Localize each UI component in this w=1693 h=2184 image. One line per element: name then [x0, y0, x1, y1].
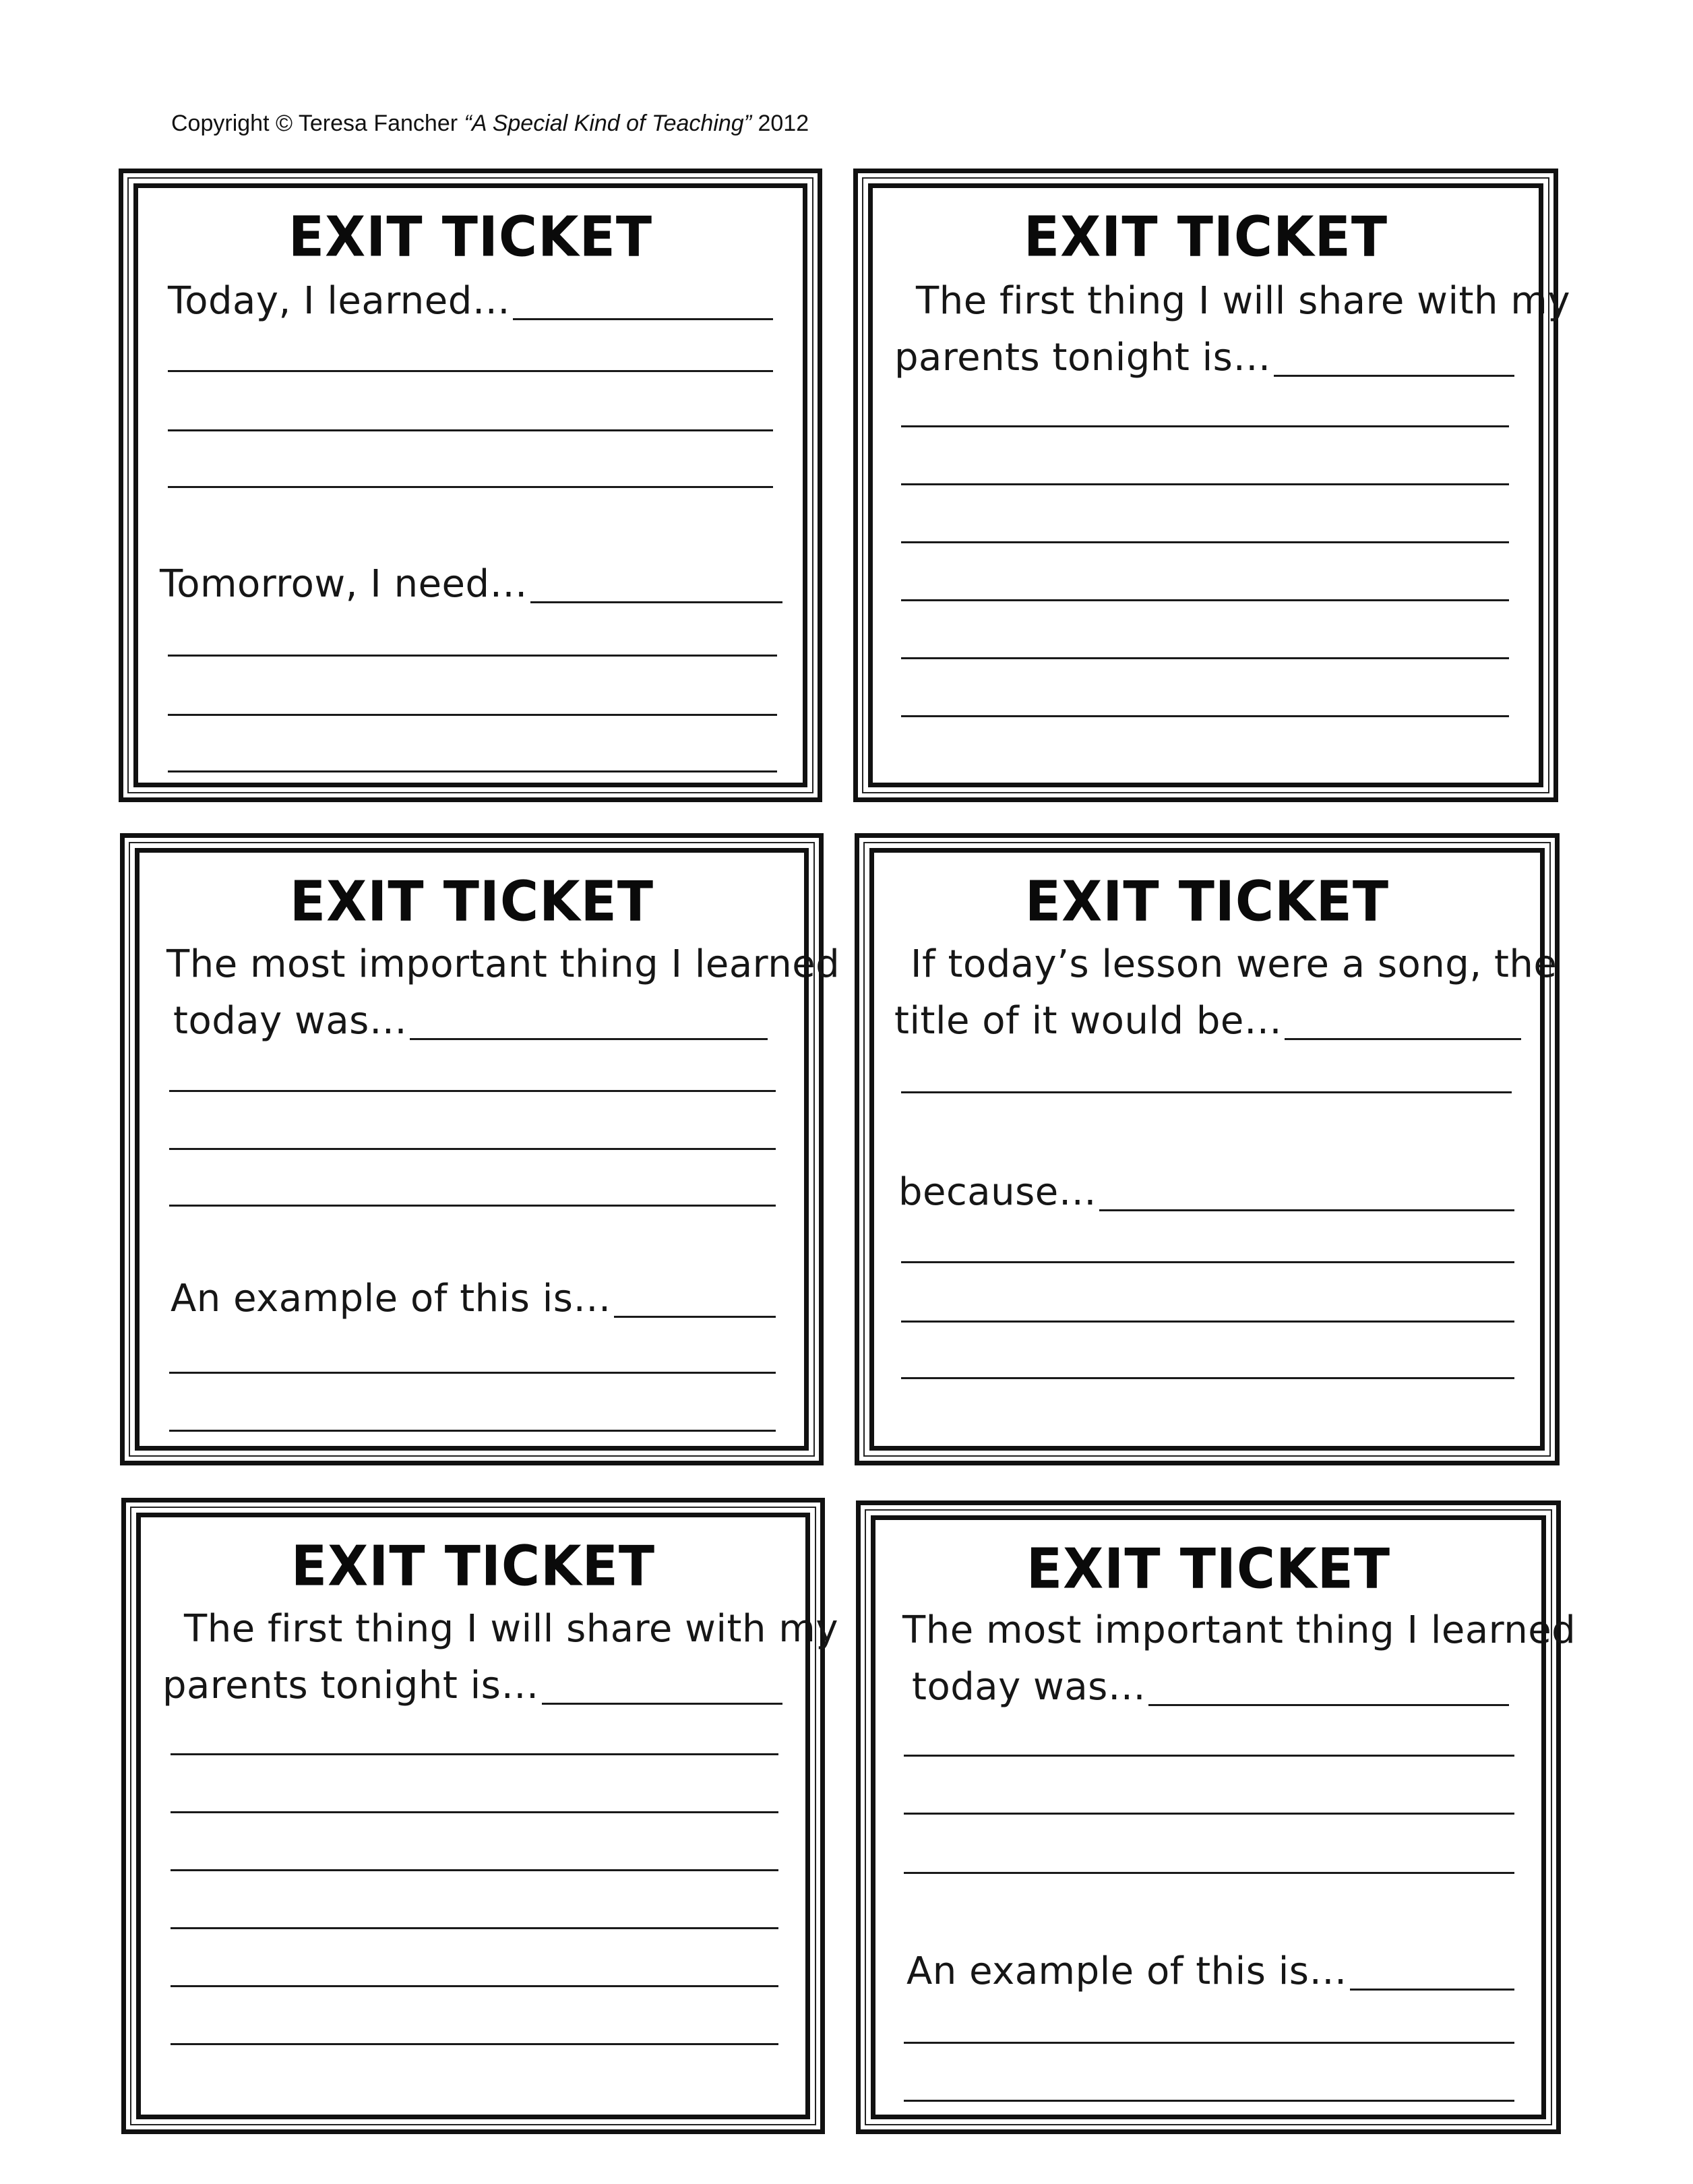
answer-line[interactable] [904, 2100, 1514, 2102]
exit-ticket-lesson-song [855, 833, 1560, 1465]
prompt-share-line-2 [162, 1658, 782, 1714]
answer-blank[interactable] [1350, 1989, 1514, 1991]
answer-line[interactable] [168, 770, 777, 772]
answer-line[interactable] [171, 1927, 778, 1929]
prompt-important-line-1: The most important thing I learned [166, 942, 840, 986]
prompt-important-line-2 [173, 993, 768, 1050]
prompt-share-line-1: The first thing I will share with my [916, 279, 1570, 323]
answer-blank[interactable] [530, 601, 782, 603]
answer-line[interactable] [901, 715, 1509, 717]
answer-blank[interactable] [410, 1038, 768, 1040]
prompt-text: parents tonight is… [162, 1664, 539, 1707]
prompt-text: An example of this is… [171, 1277, 611, 1321]
answer-line[interactable] [168, 714, 777, 716]
answer-line[interactable] [169, 1430, 776, 1432]
answer-line[interactable] [168, 655, 777, 657]
answer-blank[interactable] [1148, 1704, 1509, 1706]
answer-blank[interactable] [542, 1703, 782, 1705]
answer-line[interactable] [901, 1377, 1514, 1379]
answer-blank[interactable] [1274, 375, 1514, 377]
answer-blank[interactable] [1285, 1038, 1521, 1040]
ticket-title: EXIT TICKET [288, 205, 653, 270]
prompt-example [171, 1271, 776, 1327]
exit-ticket-learned-need [119, 169, 822, 802]
prompt-important-line-1: The most important thing I learned [902, 1608, 1576, 1652]
prompt-today-learned [168, 273, 773, 330]
answer-line[interactable] [901, 1261, 1514, 1263]
answer-line[interactable] [904, 1755, 1514, 1757]
answer-line[interactable] [168, 429, 773, 431]
prompt-share-line-1: The first thing I will share with my [184, 1607, 838, 1651]
ticket-title: EXIT TICKET [1026, 1537, 1391, 1602]
answer-line[interactable] [901, 657, 1509, 659]
answer-line[interactable] [171, 1811, 778, 1813]
answer-line[interactable] [904, 2042, 1514, 2044]
prompt-song-line-2 [894, 993, 1521, 1050]
answer-line[interactable] [901, 1321, 1514, 1323]
prompt-text: Today, I learned… [168, 279, 511, 323]
prompt-text: today was… [912, 1665, 1146, 1709]
answer-line[interactable] [901, 483, 1509, 485]
prompt-text: Tomorrow, I need… [160, 562, 528, 606]
prompt-example [906, 1943, 1514, 2000]
ticket-title: EXIT TICKET [289, 870, 654, 934]
prompt-text: title of it would be… [894, 999, 1283, 1043]
prompt-share-line-2 [894, 330, 1514, 386]
answer-blank[interactable] [614, 1316, 776, 1318]
answer-blank[interactable] [513, 318, 773, 320]
ticket-title: EXIT TICKET [290, 1534, 656, 1599]
copyright-year: 2012 [751, 111, 809, 136]
answer-line[interactable] [171, 1753, 778, 1755]
answer-line[interactable] [171, 2043, 778, 2045]
answer-line[interactable] [169, 1090, 776, 1092]
exit-ticket-share-parents [853, 169, 1570, 802]
answer-line[interactable] [904, 1872, 1514, 1874]
answer-line[interactable] [171, 1985, 778, 1987]
answer-line[interactable] [169, 1372, 776, 1374]
answer-line[interactable] [168, 370, 773, 372]
prompt-important-line-2 [912, 1659, 1509, 1716]
copyright-prefix: Copyright © Teresa Fancher [171, 111, 464, 136]
prompt-text: because… [898, 1170, 1097, 1214]
answer-blank[interactable] [1099, 1209, 1514, 1211]
prompt-tomorrow-need [160, 556, 782, 613]
answer-line[interactable] [169, 1205, 776, 1207]
answer-line[interactable] [901, 599, 1509, 601]
answer-line[interactable] [169, 1148, 776, 1150]
prompt-text: An example of this is… [906, 1949, 1347, 1993]
ticket-title: EXIT TICKET [1023, 205, 1388, 270]
ticket-title: EXIT TICKET [1024, 870, 1390, 934]
answer-line[interactable] [901, 425, 1509, 427]
answer-line[interactable] [901, 1091, 1512, 1093]
prompt-song-line-1: If today’s lesson were a song, the [911, 942, 1558, 986]
prompt-text: today was… [173, 999, 408, 1043]
exit-ticket-share-parents [121, 1498, 838, 2134]
exit-ticket-important-example [856, 1500, 1576, 2134]
prompt-text: parents tonight is… [894, 336, 1271, 380]
prompt-because [898, 1164, 1514, 1221]
copyright-line [171, 111, 809, 137]
exit-ticket-important-example [120, 833, 840, 1465]
answer-line[interactable] [168, 486, 773, 488]
answer-line[interactable] [901, 541, 1509, 543]
answer-line[interactable] [171, 1869, 778, 1871]
copyright-work-title: “A Special Kind of Teaching” [464, 111, 752, 136]
answer-line[interactable] [904, 1813, 1514, 1815]
